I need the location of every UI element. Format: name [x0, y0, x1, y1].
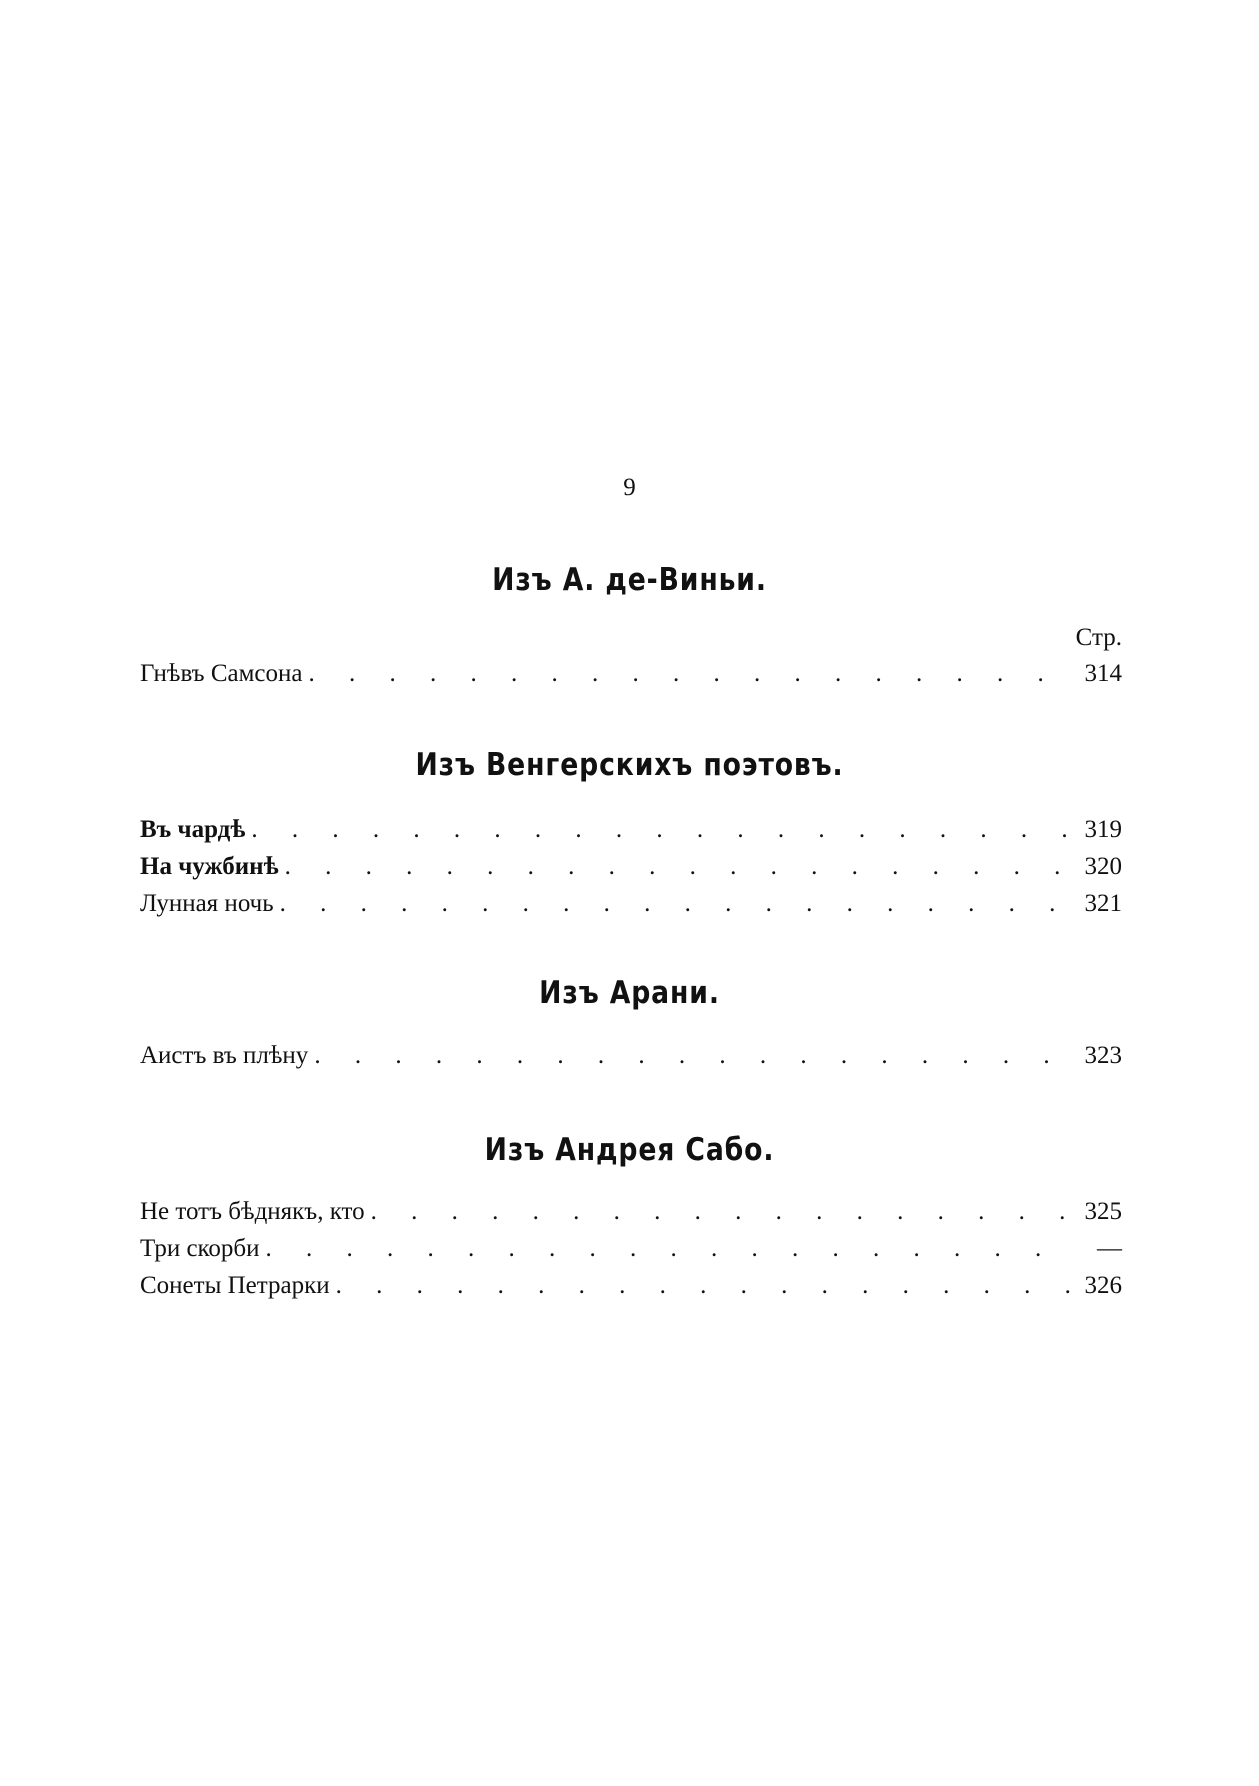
entry-page: 323	[1084, 1042, 1122, 1069]
entry-title: Не тотъ бѣднякъ, кто	[140, 1198, 365, 1225]
section-title-arany: Изъ Арани.	[539, 975, 720, 1011]
dot-leader	[266, 1235, 1076, 1263]
dot-leader	[280, 890, 1076, 918]
toc-list-szabo	[140, 1198, 1122, 1309]
entry-page: 320	[1084, 853, 1122, 880]
toc-entry	[140, 890, 1122, 927]
entry-page: 314	[1084, 660, 1122, 687]
toc-entry	[140, 853, 1122, 890]
entry-title: Гнѣвъ Самсона	[140, 660, 303, 687]
toc-entry	[140, 1272, 1122, 1309]
dot-leader	[251, 816, 1076, 844]
toc-list-arany	[140, 1042, 1122, 1079]
section-title-de-vigny: Изъ А. де-Виньи.	[492, 562, 767, 598]
entry-page: 326	[1084, 1272, 1122, 1299]
entry-title: Три скорби	[140, 1235, 260, 1262]
section-title-hungarian-poets: Изъ Венгерскихъ поэтовъ.	[415, 747, 844, 783]
dot-leader	[308, 660, 1076, 688]
entry-page: 325	[1084, 1198, 1122, 1225]
dot-leader	[336, 1272, 1076, 1300]
toc-entry	[140, 1198, 1122, 1235]
entry-title: Лунная ночь	[140, 890, 274, 917]
entry-title: Въ чардѣ	[140, 816, 246, 843]
toc-list-hungarian-poets	[140, 816, 1122, 927]
section-title-szabo: Изъ Андрея Сабо.	[484, 1132, 775, 1168]
entry-page: —	[1097, 1235, 1122, 1262]
entry-page: 321	[1084, 890, 1122, 917]
toc-list-de-vigny	[140, 660, 1122, 697]
toc-entry	[140, 816, 1122, 853]
entry-title: На чужбинѣ	[140, 853, 279, 880]
dot-leader	[371, 1198, 1076, 1226]
toc-entry	[140, 1042, 1122, 1079]
page-number: 9	[623, 474, 636, 501]
dot-leader	[314, 1042, 1076, 1070]
entry-page: 319	[1084, 816, 1122, 843]
toc-entry	[140, 660, 1122, 697]
page-column-label: Стр.	[1075, 624, 1122, 651]
entry-title: Сонеты Петрарки	[140, 1272, 330, 1299]
dot-leader	[285, 853, 1076, 881]
toc-entry	[140, 1235, 1122, 1272]
entry-title: Аистъ въ плѣну	[140, 1042, 309, 1069]
